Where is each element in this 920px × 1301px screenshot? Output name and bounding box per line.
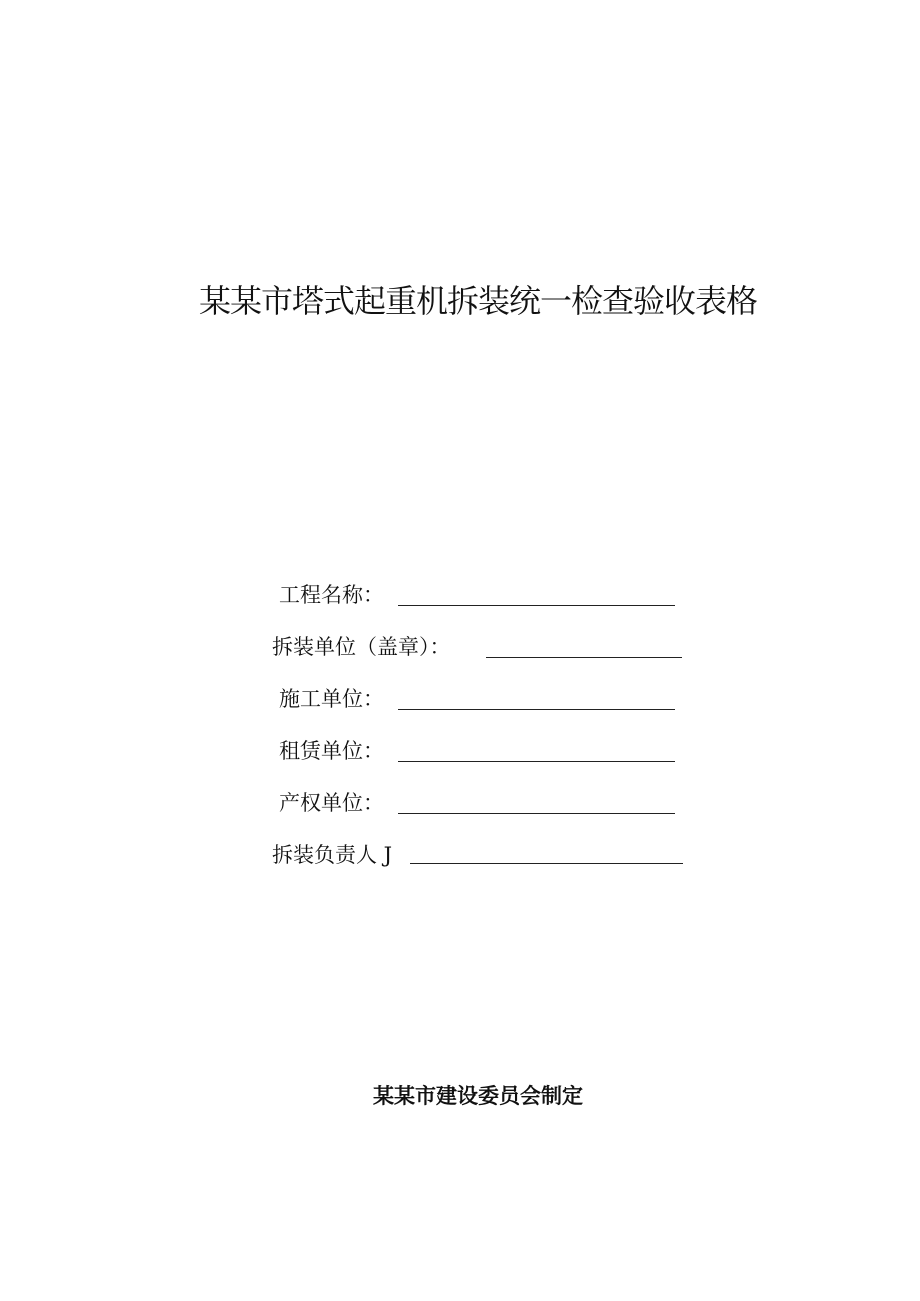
field-dismantling-unit — [272, 632, 692, 662]
document-title: 某某市塔式起重机拆装统一检查验收表格 — [198, 282, 757, 320]
fill-in-line — [398, 813, 675, 814]
fill-in-line — [398, 709, 675, 710]
field-label: 工程名称： — [279, 583, 384, 607]
field-property-owner-unit — [279, 788, 679, 818]
fill-in-line — [410, 863, 683, 864]
field-project-name — [279, 580, 679, 610]
fill-in-line — [486, 657, 682, 658]
issuer-footer: 某某市建设委员会制定 — [373, 1084, 583, 1108]
field-leasing-unit — [279, 736, 679, 766]
fill-in-line — [398, 761, 675, 762]
field-label: 拆装单位（盖章）： — [272, 635, 451, 659]
field-label: 租赁单位： — [279, 739, 384, 763]
fill-in-line — [398, 605, 675, 606]
field-construction-unit — [279, 684, 679, 714]
field-dismantling-manager — [272, 840, 692, 870]
field-label: 产权单位： — [279, 791, 384, 815]
field-label: 拆装负责人 J — [272, 843, 393, 867]
field-label: 施工单位： — [279, 687, 384, 711]
